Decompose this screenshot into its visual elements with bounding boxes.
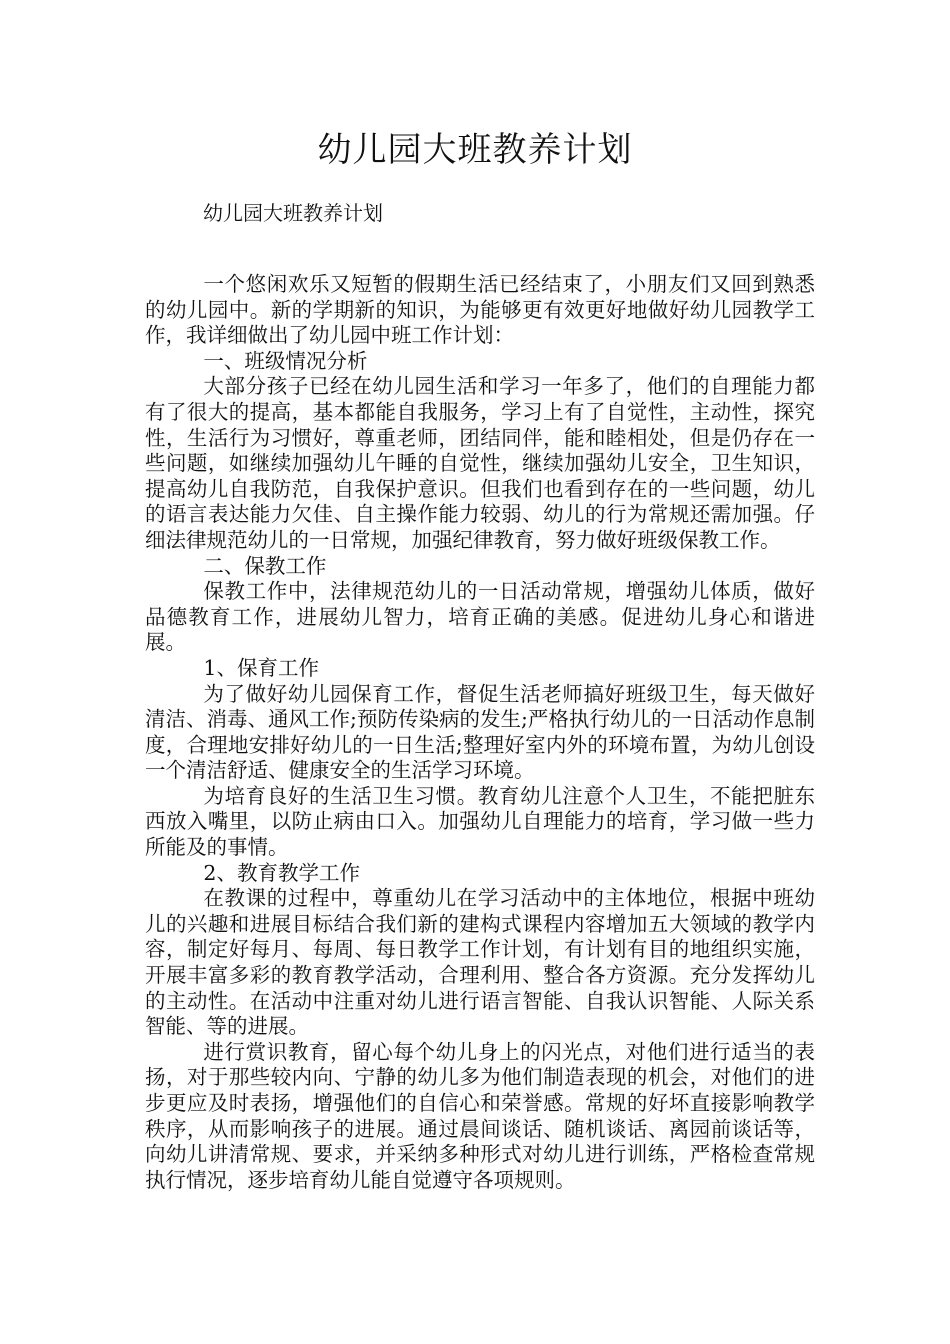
paragraph: 大部分孩子已经在幼儿园生活和学习一年多了，他们的自理能力都有了很大的提高，基本都能自我服务，学习上有了自觉性，主动性，探究性，生活行为习惯好，尊重老师，团结同伴，能和睦相处，但是仍存在一些问题，如继续加强幼儿午睡的自觉性，继续加强幼儿安全，卫生知识，提高幼儿自我防范，自我保护意识。但我们也看到存在的一些问题，幼儿的语言表达能力欠佳、自主操作能力较弱、幼儿的行为常规还需加强。仔细法律规范幼儿的一日常规，加强纪律教育，努力做好班级保教工作。 [145, 374, 815, 552]
section-heading: 1、保育工作 [203, 655, 319, 680]
paragraph: 为培育良好的生活卫生习惯。教育幼儿注意个人卫生，不能把脏东西放入嘴里，以防止病由口入。加强幼儿自理能力的培育，学习做一些力所能及的事情。 [145, 783, 815, 860]
section-heading: 2、教育教学工作 [203, 860, 360, 885]
document-body [145, 272, 815, 1193]
paragraph: 进行赏识教育，留心每个幼儿身上的闪光点，对他们进行适当的表扬，对于那些较内向、宁静的幼儿多为他们制造表现的机会，对他们的进步更应及时表扬，增强他们的自信心和荣誉感。常规的好坏直接影响教学秩序，从而影响孩子的进展。通过晨间谈话、随机谈话、离园前谈话等，向幼儿讲清常规、要求，并采纳多种形式对幼儿进行训练，严格检查常规执行情况，逐步培育幼儿能自觉遵守各项规则。 [145, 1039, 815, 1192]
paragraph: 一个悠闲欢乐又短暂的假期生活已经结束了，小朋友们又回到熟悉的幼儿园中。新的学期新的知识，为能够更有效更好地做好幼儿园教学工作，我详细做出了幼儿园中班工作计划： [145, 272, 815, 348]
paragraph: 保教工作中，法律规范幼儿的一日活动常规，增强幼儿体质，做好品德教育工作，进展幼儿智力，培育正确的美感。促进幼儿身心和谐进展。 [145, 579, 815, 655]
section-heading: 一、班级情况分析 [203, 348, 368, 373]
section-heading: 二、保教工作 [203, 553, 327, 578]
document-title: 幼儿园大班教养计划 [317, 130, 633, 170]
paragraph: 为了做好幼儿园保育工作，督促生活老师搞好班级卫生，每天做好清洁、消毒、通风工作;预防传染病的发生;严格执行幼儿的一日活动作息制度，合理地安排好幼儿的一日生活;整理好室内外的环境布置，为幼儿创设一个清洁舒适、健康安全的生活学习环境。 [145, 681, 815, 783]
document-subtitle: 幼儿园大班教养计划 [203, 201, 383, 225]
paragraph: 在教课的过程中，尊重幼儿在学习活动中的主体地位，根据中班幼儿的兴趣和进展目标结合我们新的建构式课程内容增加五大领域的教学内容，制定好每月、每周、每日教学工作计划，有计划有目的地组织实施，开展丰富多彩的教育教学活动，合理利用、整合各方资源。充分发挥幼儿的主动性。在活动中注重对幼儿进行语言智能、自我认识智能、人际关系智能、等的进展。 [145, 886, 815, 1039]
